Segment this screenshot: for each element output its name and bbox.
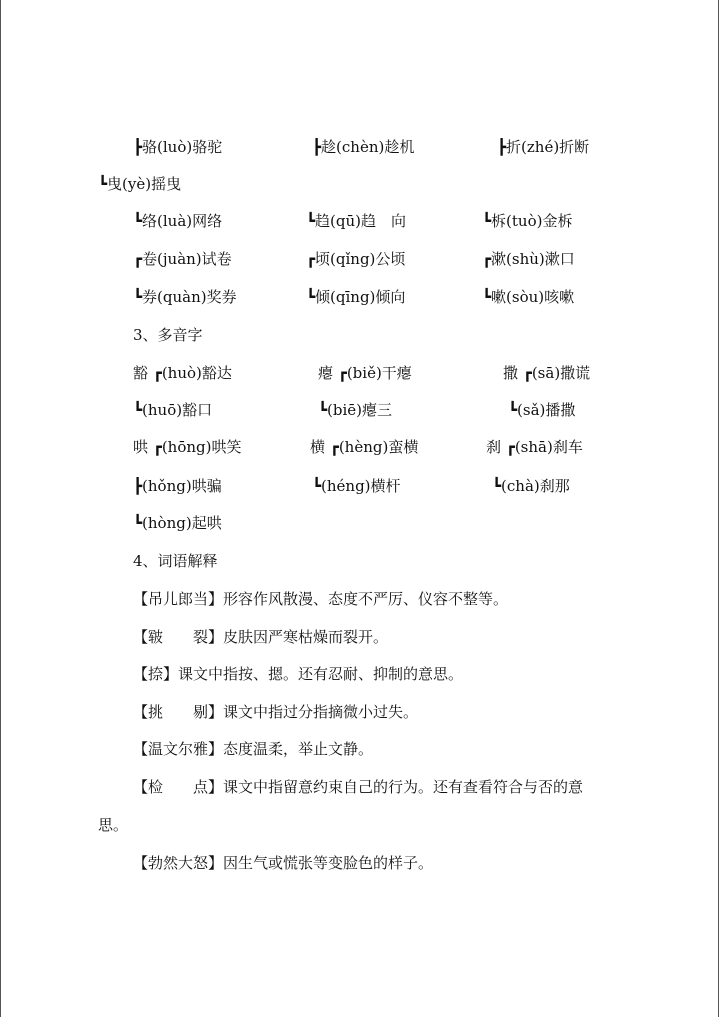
def-entry: 【勃然大怒】因生气或慌张等变脸色的样子。 (133, 854, 434, 872)
poly-heng (310, 437, 418, 457)
word-luo: ┣骆(luò)骆驼 (133, 138, 223, 156)
poly-text: ┏(sā)撒谎 (522, 364, 591, 382)
def-entry: 【温文尔雅】态度温柔，举止文静。 (133, 740, 374, 758)
word-chen: ┣趁(chèn)趁机 (312, 138, 415, 156)
poly-sa3: ┗(sǎ)播撒 (508, 401, 576, 419)
def-entry: 【捺】课文中指按、摁。还有忍耐、抑制的意思。 (133, 665, 464, 683)
poly-sa (503, 363, 590, 383)
poly-sha (486, 437, 583, 457)
word-quan: ┗券(quàn)奖券 (133, 288, 237, 306)
poly-char: 撒 (503, 364, 519, 382)
poly-huo (133, 363, 232, 383)
word-zhe: ┣折(zhé)折断 (497, 138, 590, 156)
poly-text: ┏(huò)豁达 (152, 364, 232, 382)
def-entry: 【皲 裂】皮肤因严寒枯燥而裂开。 (133, 628, 389, 646)
poly-bie (318, 363, 412, 383)
def-entry-cont: 思。 (98, 816, 129, 834)
word-juan: ┏卷(juàn)试卷 (133, 250, 232, 268)
poly-hong (133, 437, 242, 457)
section4-heading: 4、词语解释 (133, 552, 218, 570)
word-qing3: ┏顷(qǐng)公顷 (306, 250, 406, 268)
word-shu: ┏漱(shù)漱口 (482, 250, 575, 268)
def-entry: 【挑 剔】课文中指过分指摘微小过失。 (133, 703, 419, 721)
def-entry: 【吊儿郎当】形容作风散漫、态度不严厉、仪容不整等。 (133, 590, 509, 608)
section3-heading: 3、多音字 (133, 326, 203, 344)
poly-bie1: ┗(biē)瘪三 (318, 401, 393, 419)
poly-heng2: ┗(héng)横杆 (312, 477, 401, 495)
word-qu: ┗趋(qū)趋 向 (306, 212, 406, 230)
word-sou: ┗嗽(sòu)咳嗽 (482, 288, 575, 306)
def-entry: 【检 点】课文中指留意约束自己的行为。还有查看符合与否的意 (133, 778, 584, 796)
poly-char: 瘪 (318, 364, 334, 382)
word-ye: ┗曳(yè)摇曳 (98, 175, 182, 193)
poly-cha: ┗(chà)刹那 (492, 477, 570, 495)
poly-text: ┏(hōng)哄笑 (152, 438, 242, 456)
poly-char: 刹 (486, 438, 502, 456)
word-tuo: ┗柝(tuò)金柝 (482, 212, 573, 230)
poly-text: ┏(biě)干瘪 (337, 364, 412, 382)
word-qing1: ┗倾(qīng)倾向 (306, 288, 406, 306)
poly-hong3: ┣(hǒng)哄骗 (133, 477, 222, 495)
poly-huo1: ┗(huō)豁口 (133, 401, 213, 419)
poly-char: 豁 (133, 364, 149, 382)
word-luo-net: ┗络(luà)网络 (133, 212, 223, 230)
poly-char: 横 (310, 438, 326, 456)
poly-char: 哄 (133, 438, 149, 456)
poly-text: ┏(shā)刹车 (505, 438, 583, 456)
poly-text: ┏(hèng)蛮横 (329, 438, 419, 456)
poly-hong4: ┗(hòng)起哄 (133, 514, 222, 532)
